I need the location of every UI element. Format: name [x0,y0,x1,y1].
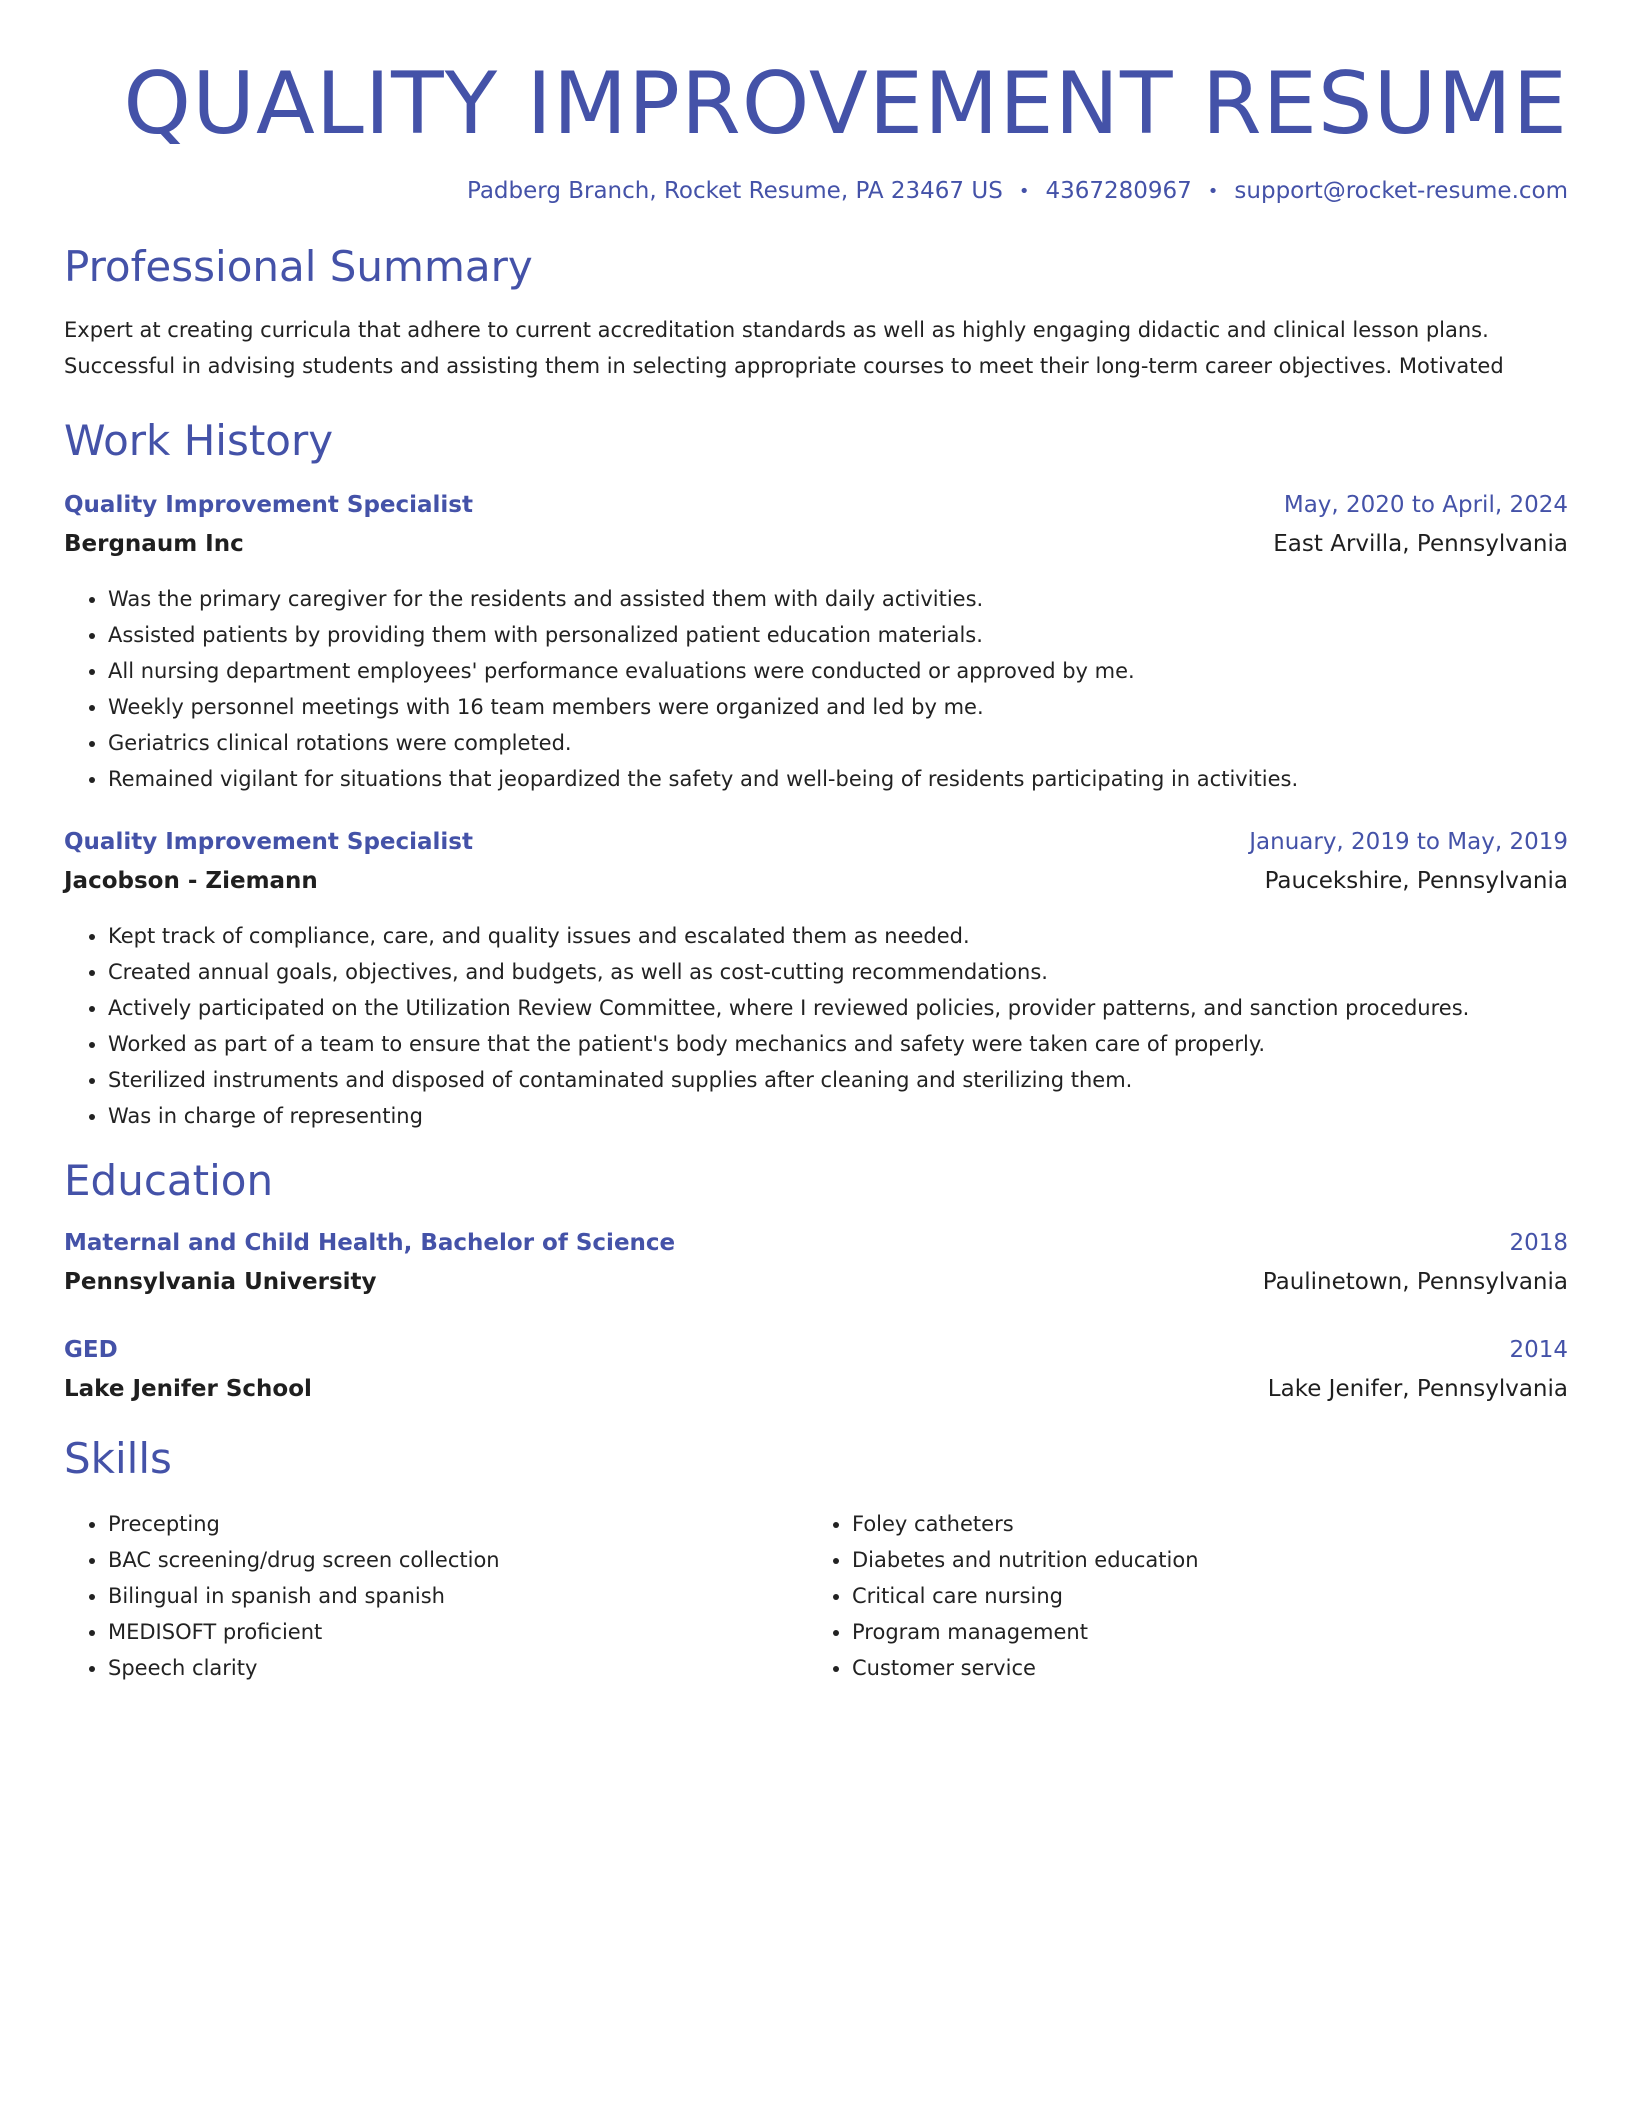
summary-text [64,312,1568,384]
job-company: Bergnaum Inc [64,531,244,557]
contact-phone: 4367280967 [1045,178,1192,204]
education-header [64,1228,1568,1258]
job-responsibilities [64,581,1568,797]
responsibility-item: • Actively participated on the Utilization Review Committee, where I reviewed policies, provider patterns, and sanction procedures. [108,990,1568,1026]
responsibility-item: • Was in charge of representing [108,1098,1568,1134]
education-year: 2018 [1509,1230,1568,1256]
job-subheader [64,866,1568,896]
education-degree: GED [64,1337,118,1363]
contact-line [64,178,1568,204]
job-location: East Arvilla, Pennsylvania [1273,531,1568,557]
skill-item: • Customer service [852,1650,1552,1686]
skill-item: • Foley catheters [852,1506,1552,1542]
contact-email: support@rocket-resume.com [1234,178,1568,204]
skill-item: • Critical care nursing [852,1578,1552,1614]
responsibility-item: • Worked as part of a team to ensure that the patient's body mechanics and safety were taken care of properly. [108,1026,1568,1062]
skills-grid [64,1506,1568,1686]
skill-item: • Diabetes and nutrition education [852,1542,1552,1578]
responsibility-item: • All nursing department employees' performance evaluations were conducted or approved by me. [108,653,1568,689]
job-company: Jacobson - Ziemann [64,868,318,894]
job-subheader [64,529,1568,559]
education-subheader [64,1374,1568,1404]
responsibility-item: • Sterilized instruments and disposed of contaminated supplies after cleaning and sterilizing them. [108,1062,1568,1098]
skills-column-left [64,1506,808,1686]
education-entry [64,1228,1568,1297]
responsibility-item: • Weekly personnel meetings with 16 team members were organized and led by me. [108,689,1568,725]
education-header [64,1335,1568,1365]
responsibility-item: • Created annual goals, objectives, and budgets, as well as cost-cutting recommendations. [108,954,1568,990]
education-location: Paulinetown, Pennsylvania [1262,1269,1568,1295]
education-school: Pennsylvania University [64,1269,377,1295]
education-location: Lake Jenifer, Pennsylvania [1267,1376,1568,1402]
job-location: Paucekshire, Pennsylvania [1264,868,1568,894]
education-entry [64,1335,1568,1404]
contact-separator: • [1207,181,1219,202]
skill-item: • Precepting [108,1506,808,1542]
skill-item: • MEDISOFT proficient [108,1614,808,1650]
job-entry [64,490,1568,797]
resume-title: QUALITY IMPROVEMENT RESUME [123,54,1568,154]
skill-item: • BAC screening/drug screen collection [108,1542,808,1578]
responsibility-item: • Remained vigilant for situations that jeopardized the safety and well-being of residents participating in activities. [108,761,1568,797]
job-header [64,490,1568,520]
skill-item: • Program management [852,1614,1552,1650]
education-subheader [64,1267,1568,1297]
resume-header [64,52,1568,204]
work-history-heading: Work History [64,416,334,465]
contact-separator: • [1018,181,1030,202]
skills-column-right [808,1506,1552,1686]
job-title: Quality Improvement Specialist [64,492,473,518]
job-responsibilities [64,918,1568,1134]
education-school: Lake Jenifer School [64,1376,312,1402]
summary-heading: Professional Summary [64,242,533,291]
contact-address: Padberg Branch, Rocket Resume, PA 23467 US [466,178,1003,204]
skill-item: • Speech clarity [108,1650,808,1686]
job-header [64,827,1568,857]
job-entry [64,827,1568,1134]
responsibility-item: • Geriatrics clinical rotations were completed. [108,725,1568,761]
responsibility-item: • Kept track of compliance, care, and quality issues and escalated them as needed. [108,918,1568,954]
responsibility-item: • Was the primary caregiver for the residents and assisted them with daily activities. [108,581,1568,617]
job-title: Quality Improvement Specialist [64,829,473,855]
skill-item: • Bilingual in spanish and spanish [108,1578,808,1614]
education-heading: Education [64,1156,274,1205]
skills-heading: Skills [64,1434,172,1483]
summary-line: Expert at creating curricula that adhere to current accreditation standards as well as highly engaging didactic and clinical lesson plans. [64,318,1489,342]
education-degree: Maternal and Child Health, Bachelor of Science [64,1230,676,1256]
responsibility-item: • Assisted patients by providing them with personalized patient education materials. [108,617,1568,653]
education-year: 2014 [1509,1337,1568,1363]
job-dates: January, 2019 to May, 2019 [1249,829,1568,855]
summary-line: Successful in advising students and assisting them in selecting appropriate courses to meet their long-term career objectives. Motivated [64,354,1504,378]
job-dates: May, 2020 to April, 2024 [1283,492,1568,518]
